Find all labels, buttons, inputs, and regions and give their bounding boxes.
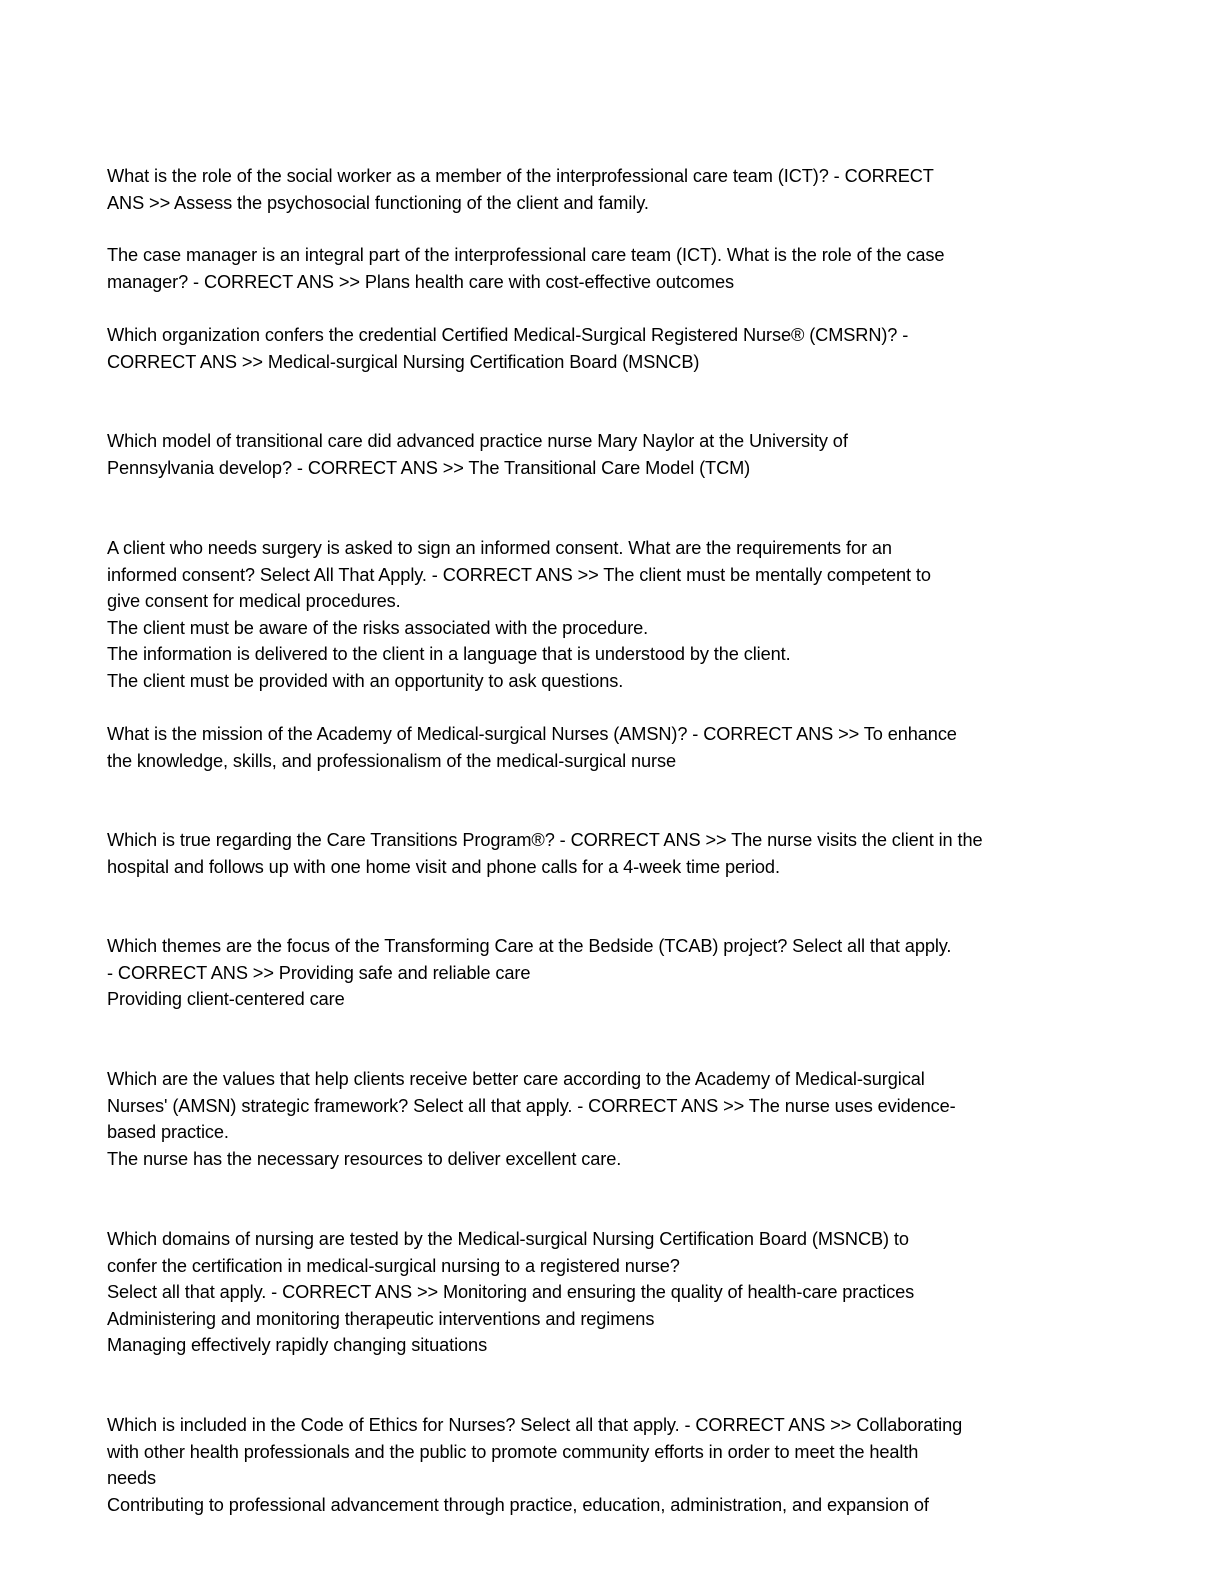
qa-item-amsn-values — [107, 1066, 1107, 1172]
text-line: A client who needs surgery is asked to sign an informed consent. What are the requirements for an — [107, 538, 892, 558]
text-line: hospital and follows up with one home visit and phone calls for a 4-week time period. — [107, 856, 780, 877]
qa-item-social-worker — [107, 163, 1107, 216]
qa-item-tcab — [107, 933, 1107, 1013]
text-line: Which domains of nursing are tested by the Medical-surgical Nursing Certification Board (MSNCB) to — [107, 1229, 909, 1249]
text-line: confer the certification in medical-surgical nursing to a registered nurse? — [107, 1255, 680, 1276]
qa-item-informed-consent — [107, 535, 1107, 695]
qa-item-case-manager — [107, 242, 1107, 295]
qa-item-code-of-ethics — [107, 1412, 1107, 1518]
text-line: Which model of transitional care did advanced practice nurse Mary Naylor at the University of — [107, 431, 848, 451]
text-line: Contributing to professional advancement through practice, education, administration, and expansion of — [107, 1494, 929, 1515]
text-line: Which is true regarding the Care Transitions Program®? - CORRECT ANS >> The nurse visits the client in the — [107, 830, 983, 850]
text-line: Administering and monitoring therapeutic interventions and regimens — [107, 1308, 655, 1329]
text-line: the knowledge, skills, and professionalism of the medical-surgical nurse — [107, 750, 677, 771]
document-page — [107, 0, 1107, 1584]
text-line: Managing effectively rapidly changing situations — [107, 1335, 488, 1356]
text-line: Which organization confers the credential Certified Medical-Surgical Registered Nurse® (CMSRN)? - — [107, 325, 909, 345]
text-line: The case manager is an integral part of the interprofessional care team (ICT). What is the role of the case — [107, 245, 945, 265]
text-line: Which is included in the Code of Ethics for Nurses? Select all that apply. - CORRECT ANS >> Collaborating — [107, 1415, 963, 1435]
text-line: - CORRECT ANS >> Providing safe and reliable care — [107, 962, 531, 983]
text-line: ANS >> Assess the psychosocial functioning of the client and family. — [107, 192, 649, 213]
text-line: Which themes are the focus of the Transforming Care at the Bedside (TCAB) project? Select all that apply. — [107, 936, 952, 956]
qa-item-care-transitions — [107, 827, 1107, 880]
text-line: with other health professionals and the public to promote community efforts in order to meet the health — [107, 1441, 919, 1462]
qa-item-transitional-care — [107, 428, 1107, 481]
text-line: Pennsylvania develop? - CORRECT ANS >> The Transitional Care Model (TCM) — [107, 457, 751, 478]
qa-item-amsn-mission — [107, 721, 1107, 774]
text-line: Which are the values that help clients receive better care according to the Academy of Medical-surgical — [107, 1069, 925, 1089]
text-line: needs — [107, 1468, 157, 1489]
text-line: CORRECT ANS >> Medical-surgical Nursing Certification Board (MSNCB) — [107, 351, 700, 372]
text-line: based practice. — [107, 1122, 229, 1143]
text-line: give consent for medical procedures. — [107, 591, 401, 612]
text-line: The information is delivered to the client in a language that is understood by the client. — [107, 644, 791, 665]
text-line: The client must be provided with an opportunity to ask questions. — [107, 670, 624, 691]
text-line: informed consent? Select All That Apply. - CORRECT ANS >> The client must be mentally competent to — [107, 564, 931, 585]
text-line: What is the role of the social worker as a member of the interprofessional care team (ICT)? - CORRECT — [107, 166, 934, 186]
qa-item-cmsrn — [107, 322, 1107, 375]
text-line: What is the mission of the Academy of Medical-surgical Nurses (AMSN)? - CORRECT ANS >> To enhance — [107, 724, 957, 744]
text-line: manager? - CORRECT ANS >> Plans health care with cost-effective outcomes — [107, 271, 734, 292]
qa-item-msncb-domains — [107, 1226, 1107, 1359]
text-line: Providing client-centered care — [107, 989, 345, 1010]
text-line: Nurses' (AMSN) strategic framework? Select all that apply. - CORRECT ANS >> The nurse uses evidence- — [107, 1095, 956, 1116]
text-line: The nurse has the necessary resources to deliver excellent care. — [107, 1148, 622, 1169]
text-line: Select all that apply. - CORRECT ANS >> Monitoring and ensuring the quality of health-care practices — [107, 1282, 915, 1303]
text-line: The client must be aware of the risks associated with the procedure. — [107, 617, 649, 638]
